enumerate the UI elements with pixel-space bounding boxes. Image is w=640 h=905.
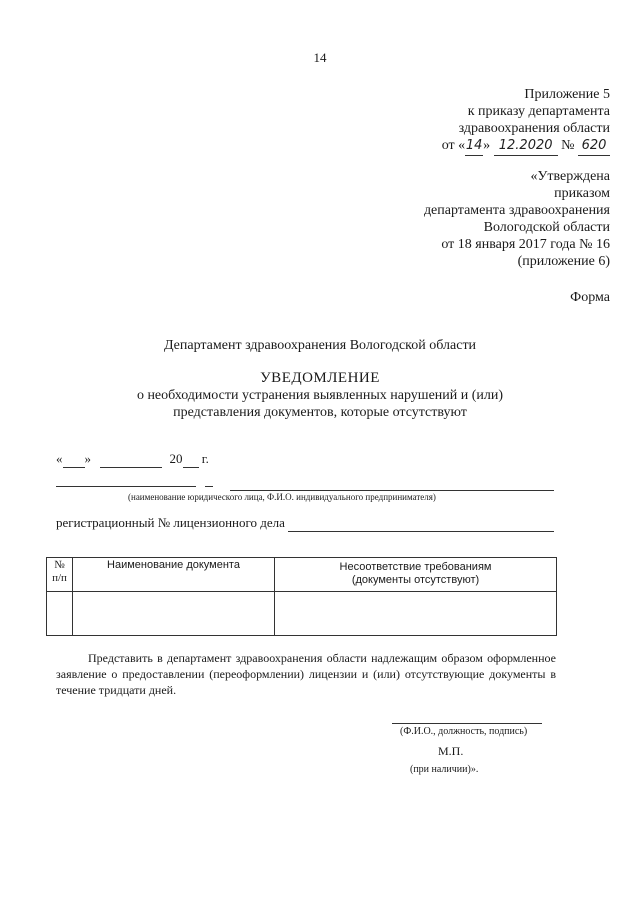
signature-line [392,723,542,724]
page-number: 14 [313,50,327,65]
approved-line2: приказом [554,186,610,201]
approved-line3: департамента здравоохранения [423,203,610,218]
entity-caption: (наименование юридического лица, Ф.И.О. индивидуального предпринимателя) [128,492,436,502]
entity-line-left [56,486,196,487]
approved-line1: «Утверждена [530,169,610,184]
date-month-blank [100,451,162,468]
date-open-quote: « [56,451,63,466]
order-month-year: 12.2020 [494,137,558,156]
document-subtitle-1: о необходимости устранения выявленных нарушений и (или) [136,388,504,403]
date-close-quote: » [84,451,91,466]
documents-table [46,557,557,636]
date-field [56,451,209,468]
table-cell-document [73,592,275,636]
document-subtitle-2: представления документов, которые отсутствуют [173,405,467,420]
document-title: УВЕДОМЛЕНИЕ [260,370,380,386]
seal-label: М.П. [438,744,464,758]
order-day: 14 [465,137,483,156]
instruction-paragraph: Представить в департамент здравоохранения области надлежащим образом оформленное заявление о предоставлении (переоформлении) лицензии и (или) отсутствующие документы в течение тридцати дней. [56,651,556,697]
entity-line-dash [205,486,213,487]
date-year-suffix: г. [201,451,209,466]
registration-line [288,531,554,532]
table-cell-nonconformity [275,592,557,636]
registration-label: регистрационный № лицензионного дела [56,515,285,530]
date-day-blank [63,451,85,468]
approved-line6: (приложение 6) [517,254,610,269]
table-row [47,592,557,636]
order-number: 620 [578,137,610,156]
approved-line4: Вологодской области [483,220,610,235]
number-sign: № [561,138,575,153]
header-number: № п/п [47,558,73,592]
quote-close: » [483,138,491,153]
seal-note: (при наличии)». [410,764,479,775]
header-nonconformity: Несоответствие требованиям (документы отсутствуют) [275,558,557,592]
table-cell-number [47,592,73,636]
form-label: Форма [570,290,610,305]
appendix-line2: к приказу департамента [467,104,610,119]
entity-line-right [230,490,554,491]
date-year-blank [183,451,199,468]
from-prefix: от « [441,138,466,153]
header-document-name: Наименование документа [73,558,275,592]
appendix-line1: Приложение 5 [524,87,610,102]
approved-line5: от 18 января 2017 года № 16 [441,237,610,252]
table-header-row [47,558,557,592]
department-heading: Департамент здравоохранения Вологодской области [163,338,477,353]
appendix-date-line [442,137,610,156]
signature-caption: (Ф.И.О., должность, подпись) [400,726,528,737]
date-year-prefix: 20 [169,451,183,466]
appendix-line3: здравоохранения области [458,121,610,136]
